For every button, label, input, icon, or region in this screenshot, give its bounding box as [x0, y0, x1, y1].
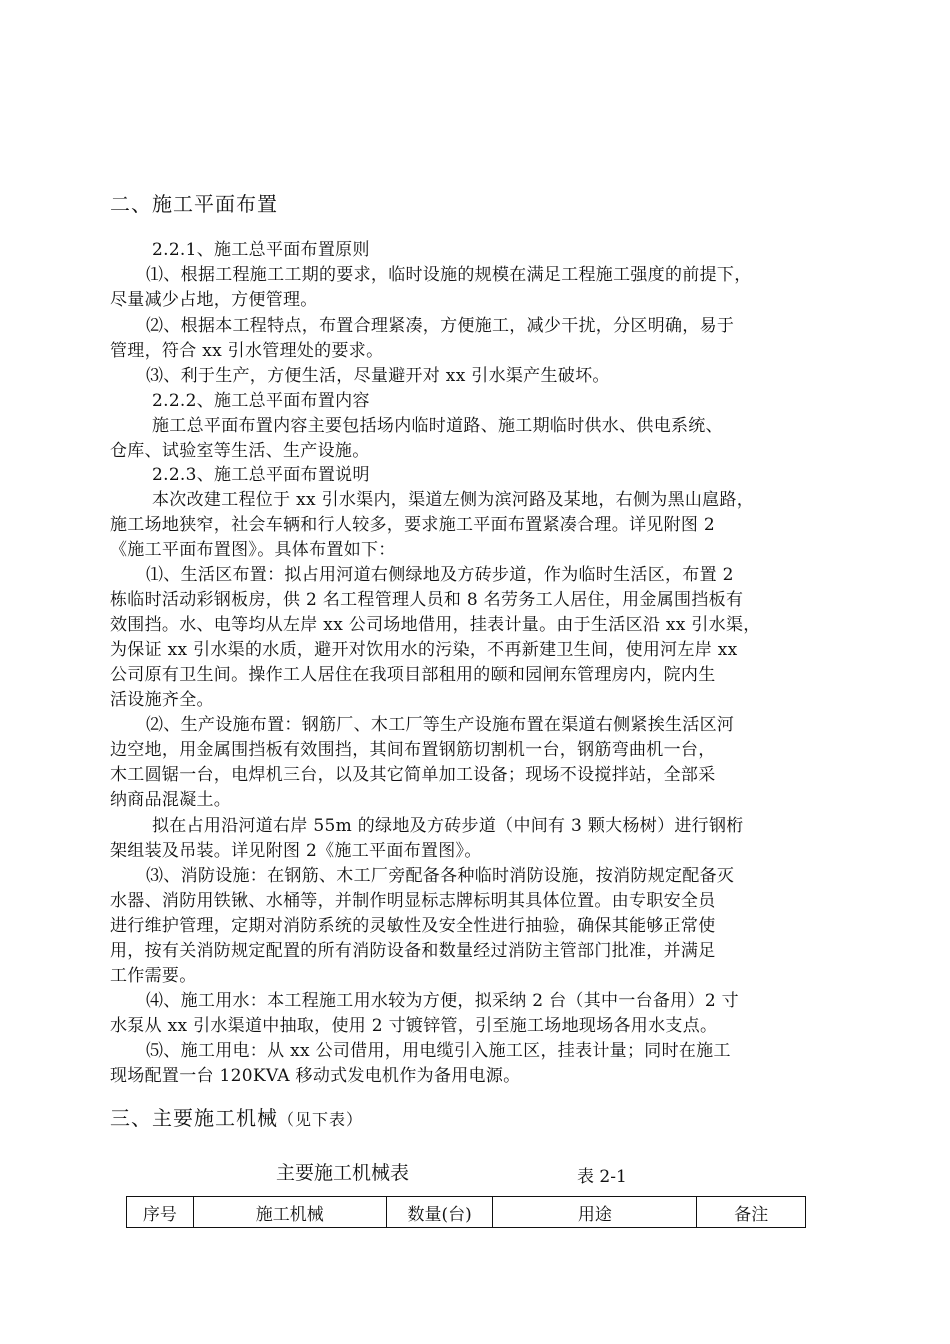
paragraph-line: 活设施齐全。 — [110, 690, 214, 710]
paragraph-line: 效围挡。水、电等均从左岸 xx 公司场地借用，挂表计量。由于生活区沿 xx 引水渠， — [110, 615, 761, 635]
paragraph-line: 尽量减少占地，方便管理。 — [110, 290, 318, 310]
paragraph-line: 本次改建工程位于 xx 引水渠内，渠道左侧为滨河路及某地，右侧为黑山扈路， — [152, 490, 755, 510]
section-heading-3 — [110, 1102, 363, 1131]
paragraph-line: 木工圆锯一台，电焊机三台，以及其它简单加工设备；现场不设搅拌站，全部采 — [110, 765, 716, 785]
paragraph-line: 为保证 xx 引水渠的水质，避开对饮用水的污染，不再新建卫生间，使用河左岸 xx — [110, 640, 738, 660]
section-heading-2 — [110, 188, 278, 217]
paragraph-line: 纳商品混凝土。 — [110, 790, 232, 810]
table-header-cell: 序号 — [127, 1197, 194, 1228]
paragraph-line: ⑴、根据工程施工工期的要求，临时设施的规模在满足工程施工强度的前提下， — [146, 265, 752, 285]
paragraph-line: 公司原有卫生间。操作工人居住在我项目部租用的颐和园闸东管理房内，院内生 — [110, 665, 716, 685]
paragraph-line: ⑵、生产设施布置：钢筋厂、木工厂等生产设施布置在渠道右侧紧挨生活区河 — [146, 715, 735, 735]
paragraph-line: 进行维护管理，定期对消防系统的灵敏性及安全性进行抽验，确保其能够正常使 — [110, 916, 716, 936]
paragraph-line: 施工场地狭窄，社会车辆和行人较多，要求施工平面布置紧凑合理。详见附图 2 — [110, 515, 716, 535]
paragraph-line: ⑷、施工用水：本工程施工用水较为方便，拟采纳 2 台（其中一台备用）2 寸 — [146, 991, 739, 1011]
paragraph-line: ⑸、施工用电：从 xx 公司借用，用电缆引入施工区，挂表计量；同时在施工 — [146, 1041, 731, 1061]
paragraph-line: ⑴、生活区布置：拟占用河道右侧绿地及方砖步道，作为临时生活区，布置 2 — [146, 565, 734, 585]
paragraph-line: 工作需要。 — [110, 966, 197, 986]
subsection-heading: 2.2.1、施工总平面布置原则 — [152, 240, 370, 260]
paragraph-line: ⑵、根据本工程特点，布置合理紧凑，方便施工，减少干扰，分区明确，易于 — [146, 316, 735, 336]
table-number: 表 2-1 — [577, 1167, 627, 1187]
paragraph-line: 施工总平面布置内容主要包括场内临时道路、施工期临时供水、供电系统、 — [152, 416, 723, 436]
table-header-cell: 数量(台) — [386, 1197, 493, 1228]
paragraph-line: ⑶、消防设施：在钢筋、木工厂旁配备各种临时消防设施，按消防规定配备灭 — [146, 866, 735, 886]
table-header-cell: 备注 — [697, 1197, 806, 1228]
paragraph-line: 架组装及吊装。详见附图 2《施工平面布置图》。 — [110, 841, 482, 861]
table-header-cell: 用途 — [493, 1197, 697, 1228]
paragraph-line: 管理，符合 xx 引水管理处的要求。 — [110, 341, 384, 361]
paragraph-line: 仓库、试验室等生活、生产设施。 — [110, 441, 370, 461]
subsection-heading: 2.2.3、施工总平面布置说明 — [152, 465, 370, 485]
paragraph-line: 水泵从 xx 引水渠道中抽取，使用 2 寸镀锌管，引至施工场地现场各用水支点。 — [110, 1016, 718, 1036]
table-header-row — [127, 1197, 806, 1228]
paragraph-line: 《施工平面布置图》。具体布置如下： — [110, 540, 396, 560]
section-title: 三、主要施工机械 — [110, 1106, 278, 1130]
paragraph-line: 拟在占用沿河道右岸 55m 的绿地及方砖步道（中间有 3 颗大杨树）进行钢桁 — [152, 816, 744, 836]
table-caption: 主要施工机械表 — [276, 1162, 410, 1184]
paragraph-line: 水器、消防用铁锹、水桶等，并制作明显标志牌标明其具体位置。由专职安全员 — [110, 891, 716, 911]
section-title: 二、施工平面布置 — [110, 192, 278, 216]
section-note: （见下表） — [278, 1110, 364, 1129]
table-header-cell: 施工机械 — [193, 1197, 386, 1228]
paragraph-line: ⑶、利于生产，方便生活，尽量避开对 xx 引水渠产生破坏。 — [146, 366, 610, 386]
paragraph-line: 栋临时活动彩钢板房，供 2 名工程管理人员和 8 名劳务工人居住，用金属围挡板有 — [110, 590, 744, 610]
paragraph-line: 边空地，用金属围挡板有效围挡，其间布置钢筋切割机一台，钢筋弯曲机一台， — [110, 740, 716, 760]
paragraph-line: 现场配置一台 120KVA 移动式发电机作为备用电源。 — [110, 1066, 521, 1086]
subsection-heading: 2.2.2、施工总平面布置内容 — [152, 391, 370, 411]
paragraph-line: 用，按有关消防规定配置的所有消防设备和数量经过消防主管部门批准，并满足 — [110, 941, 716, 961]
machinery-table — [126, 1196, 806, 1228]
